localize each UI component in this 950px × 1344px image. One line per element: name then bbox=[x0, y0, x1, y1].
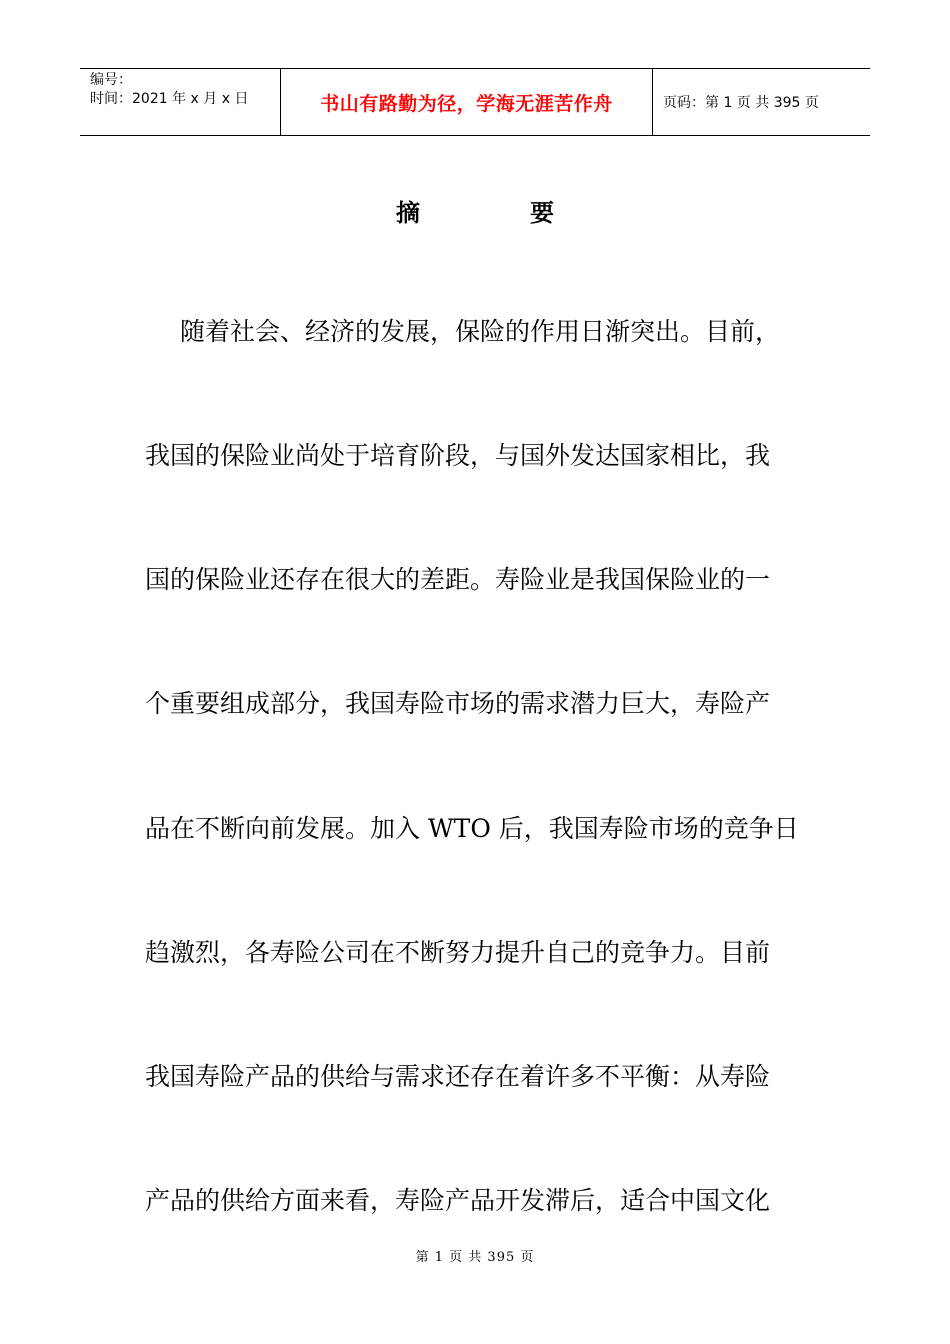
paragraph-line: 趋激烈，各寿险公司在不断努力提升自己的竞争力。目前 bbox=[145, 938, 771, 967]
document-date-label: 时间：2021 年 x 月 x 日 bbox=[90, 91, 249, 107]
abstract-title-char-1: 摘 bbox=[396, 199, 420, 227]
page-footer: 第 1 页 共 395 页 bbox=[415, 1250, 535, 1265]
paragraph-line: 品在不断向前发展。加入 WTO 后，我国寿险市场的竞争日 bbox=[145, 814, 799, 843]
header-motto-cell bbox=[281, 69, 653, 135]
document-header bbox=[80, 68, 870, 136]
paragraph-line: 随着社会、经济的发展，保险的作用日渐突出。目前， bbox=[180, 317, 781, 346]
abstract-title-char-2: 要 bbox=[530, 199, 554, 227]
header-meta-cell bbox=[80, 69, 281, 135]
paragraph-line: 产品的供给方面来看，寿险产品开发滞后，适合中国文化 bbox=[145, 1186, 771, 1215]
paragraph-line: 我国的保险业尚处于培育阶段，与国外发达国家相比，我 bbox=[145, 441, 771, 470]
paragraph-line: 国的保险业还存在很大的差距。寿险业是我国保险业的一 bbox=[145, 565, 771, 594]
paragraph-line: 我国寿险产品的供给与需求还存在着许多不平衡：从寿险 bbox=[145, 1062, 771, 1091]
abstract-title bbox=[0, 193, 950, 228]
header-page-cell bbox=[653, 69, 870, 135]
header-motto: 书山有路勤为径，学海无涯苦作舟 bbox=[320, 92, 613, 115]
header-page-info: 页码：第 1 页 共 395 页 bbox=[663, 95, 819, 111]
document-number-label: 编号： bbox=[90, 72, 132, 88]
paragraph-line: 个重要组成部分，我国寿险市场的需求潜力巨大，寿险产 bbox=[145, 689, 771, 718]
